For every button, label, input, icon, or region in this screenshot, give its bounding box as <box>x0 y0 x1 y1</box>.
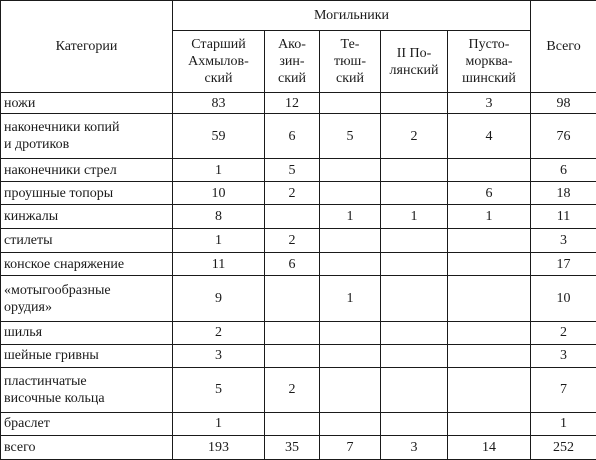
category-label-line: наконечники копий <box>4 120 120 136</box>
count-cell: 7 <box>320 435 381 459</box>
count-cell: 1 <box>381 205 448 229</box>
count-cell <box>320 93 381 114</box>
count-cell <box>448 367 531 412</box>
count-cell <box>381 321 448 344</box>
category-cell <box>1 321 173 344</box>
count-cell: 1 <box>173 159 265 182</box>
count-cell <box>381 229 448 253</box>
total-cell: 76 <box>531 114 596 159</box>
total-cell: 10 <box>531 276 596 321</box>
header-column-line: Ако- <box>278 37 306 52</box>
category-label-line: пластинчатые <box>4 373 87 389</box>
count-cell <box>320 367 381 412</box>
header-column-line: ский <box>278 71 306 86</box>
category-label-line: наконечники стрел <box>4 162 117 178</box>
total-cell: 7 <box>531 367 596 412</box>
header-column-akozinskiy <box>265 31 320 93</box>
count-cell: 11 <box>173 253 265 276</box>
count-cell <box>381 93 448 114</box>
header-column-pustomorkvashinskiy <box>448 31 531 93</box>
count-cell: 1 <box>448 205 531 229</box>
count-cell: 5 <box>265 159 320 182</box>
table-row <box>1 435 596 459</box>
total-cell: 3 <box>531 229 596 253</box>
count-cell <box>448 229 531 253</box>
count-cell <box>448 253 531 276</box>
header-column-line: зин- <box>279 54 305 69</box>
header-column-line: морква- <box>465 54 513 69</box>
total-cell: 6 <box>531 159 596 182</box>
category-label-line: кинжалы <box>4 209 59 225</box>
count-cell: 12 <box>265 93 320 114</box>
count-cell <box>448 276 531 321</box>
count-cell: 8 <box>173 205 265 229</box>
category-cell <box>1 182 173 205</box>
table-row <box>1 159 596 182</box>
total-cell: 2 <box>531 321 596 344</box>
header-column-starshiy-akhmylovskiy <box>173 31 265 93</box>
total-cell: 252 <box>531 435 596 459</box>
table-row <box>1 253 596 276</box>
table-row <box>1 114 596 159</box>
table-row <box>1 229 596 253</box>
count-cell: 1 <box>173 229 265 253</box>
category-label-line: и дротиков <box>4 137 70 153</box>
count-cell <box>320 321 381 344</box>
category-cell <box>1 412 173 435</box>
count-cell: 6 <box>265 114 320 159</box>
category-label-line: стилеты <box>4 233 53 249</box>
count-cell: 35 <box>265 435 320 459</box>
count-cell: 5 <box>173 367 265 412</box>
category-cell <box>1 344 173 367</box>
header-column-line: Пусто- <box>468 37 510 52</box>
count-cell: 3 <box>448 93 531 114</box>
category-cell <box>1 159 173 182</box>
category-cell <box>1 114 173 159</box>
count-cell <box>448 344 531 367</box>
count-cell <box>265 344 320 367</box>
header-column-line: Старший <box>191 37 246 52</box>
header-column-line: Ахмылов- <box>188 54 249 69</box>
category-cell <box>1 229 173 253</box>
header-column-line: шинский <box>462 71 516 86</box>
category-cell <box>1 367 173 412</box>
count-cell: 2 <box>265 367 320 412</box>
count-cell: 59 <box>173 114 265 159</box>
header-column-ii-polyanskiy <box>381 31 448 93</box>
header-column-line: Те- <box>340 37 360 52</box>
table-row <box>1 205 596 229</box>
category-label-line: орудия» <box>4 299 52 315</box>
total-cell: 18 <box>531 182 596 205</box>
header-column-line: ский <box>336 71 364 86</box>
count-cell: 5 <box>320 114 381 159</box>
header-total: Всего <box>531 1 596 93</box>
count-cell: 2 <box>265 229 320 253</box>
count-cell <box>448 321 531 344</box>
count-cell <box>320 159 381 182</box>
category-label-line: ножи <box>4 95 36 111</box>
count-cell <box>265 276 320 321</box>
category-cell <box>1 253 173 276</box>
total-cell: 98 <box>531 93 596 114</box>
header-column-line: лянский <box>389 62 439 78</box>
total-cell: 11 <box>531 205 596 229</box>
header-column-tetyushskiy <box>320 31 381 93</box>
total-cell: 3 <box>531 344 596 367</box>
table-row <box>1 276 596 321</box>
count-cell: 1 <box>320 276 381 321</box>
table-row <box>1 182 596 205</box>
table-row <box>1 344 596 367</box>
count-cell: 6 <box>448 182 531 205</box>
count-cell: 3 <box>381 435 448 459</box>
header-burial-grounds: Могильники <box>173 1 531 31</box>
category-cell <box>1 276 173 321</box>
count-cell: 1 <box>320 205 381 229</box>
count-cell <box>381 276 448 321</box>
count-cell <box>320 412 381 435</box>
count-cell: 4 <box>448 114 531 159</box>
count-cell <box>265 412 320 435</box>
count-cell <box>381 182 448 205</box>
table-row <box>1 93 596 114</box>
count-cell <box>448 412 531 435</box>
count-cell: 10 <box>173 182 265 205</box>
count-cell: 1 <box>173 412 265 435</box>
count-cell: 2 <box>265 182 320 205</box>
count-cell <box>448 159 531 182</box>
table-row <box>1 412 596 435</box>
count-cell <box>320 182 381 205</box>
category-label-line: всего <box>4 439 36 455</box>
header-column-line: II По- <box>396 45 432 61</box>
count-cell: 14 <box>448 435 531 459</box>
count-cell <box>381 159 448 182</box>
count-cell <box>381 253 448 276</box>
table-row <box>1 367 596 412</box>
count-cell: 3 <box>173 344 265 367</box>
total-cell: 17 <box>531 253 596 276</box>
category-cell <box>1 435 173 459</box>
category-label-line: проушные топоры <box>4 185 114 201</box>
count-cell: 83 <box>173 93 265 114</box>
category-cell <box>1 93 173 114</box>
category-label-line: шилья <box>4 325 43 341</box>
table-row <box>1 321 596 344</box>
total-cell: 1 <box>531 412 596 435</box>
count-cell: 6 <box>265 253 320 276</box>
count-cell <box>381 412 448 435</box>
count-cell <box>320 229 381 253</box>
count-cell <box>265 205 320 229</box>
header-column-line: ский <box>204 71 233 86</box>
count-cell: 193 <box>173 435 265 459</box>
count-cell <box>320 253 381 276</box>
count-cell: 2 <box>173 321 265 344</box>
category-label-line: шейные гривны <box>4 348 99 364</box>
category-label-line: конское снаряжение <box>4 256 125 272</box>
category-label-line: браслет <box>4 416 50 432</box>
count-cell <box>265 321 320 344</box>
category-cell <box>1 205 173 229</box>
count-cell <box>381 367 448 412</box>
count-cell: 9 <box>173 276 265 321</box>
category-label-line: «мотыгообразные <box>4 282 111 298</box>
category-label-line: височные кольца <box>4 390 105 406</box>
count-cell <box>381 344 448 367</box>
header-categories: Категории <box>1 1 173 93</box>
header-column-line: тюш- <box>333 54 367 69</box>
count-cell: 2 <box>381 114 448 159</box>
count-cell <box>320 344 381 367</box>
